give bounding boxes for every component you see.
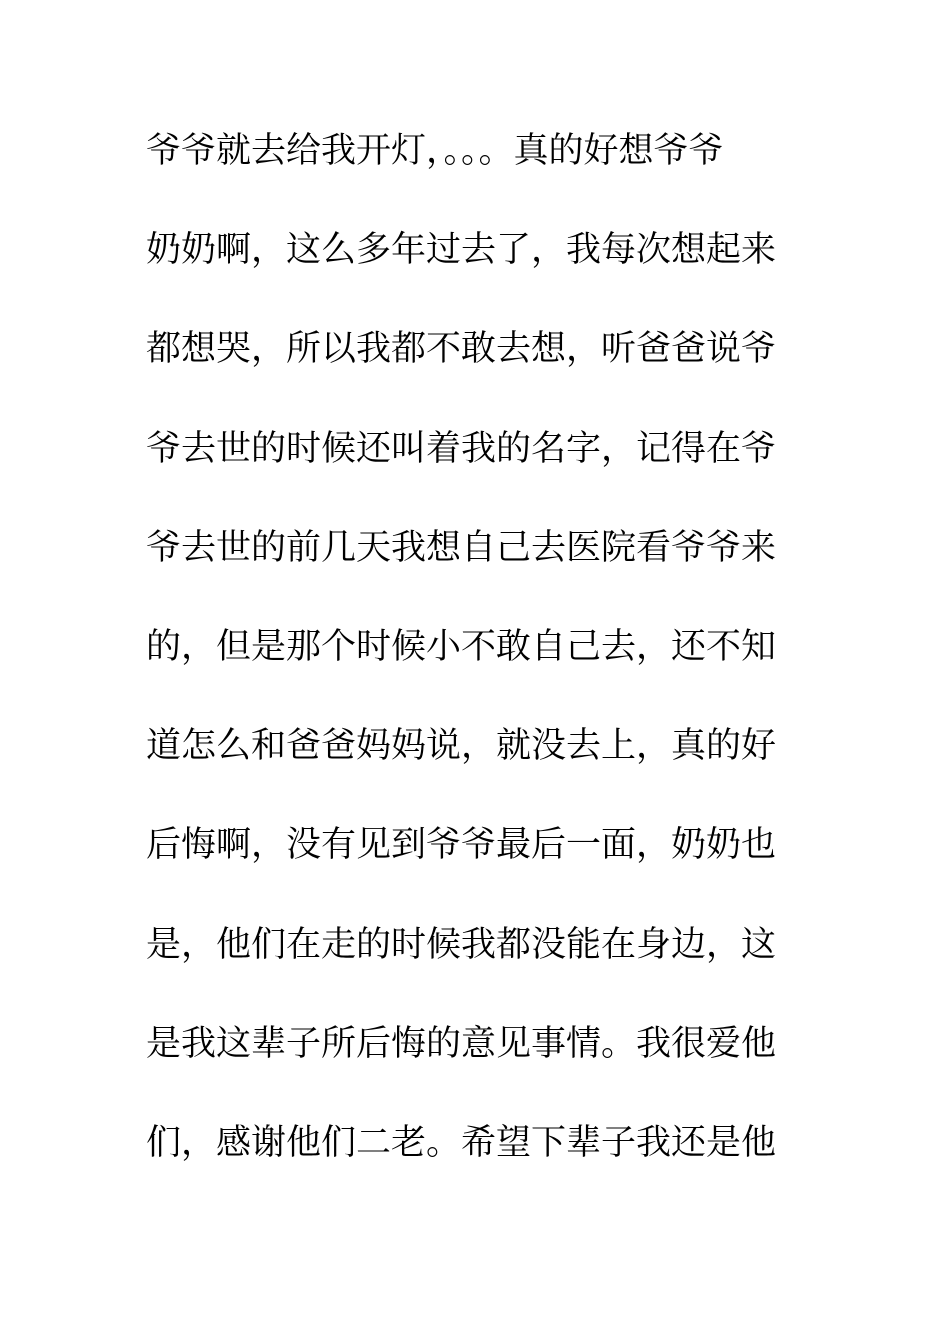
text-line: 道怎么和爸爸妈妈说，就没去上，真的好 [146, 726, 777, 767]
text-line: 后悔啊，没有见到爷爷最后一面，奶奶也 [146, 825, 777, 866]
body-text [146, 126, 786, 1217]
text-line: 都想哭，所以我都不敢去想，听爸爸说爷 [146, 329, 777, 370]
text-line: 的，但是那个时候小不敢自己去，还不知 [146, 626, 777, 667]
text-line: 是我这辈子所后悔的意见事情。我很爱他 [146, 1023, 777, 1064]
text-line: 爷去世的时候还叫着我的名字，记得在爷 [146, 428, 777, 469]
text-line: 奶奶啊，这么多年过去了，我每次想起来 [146, 230, 777, 271]
text-line: 爷爷就去给我开灯，。。。真的好想爷爷 [146, 131, 724, 171]
text-line: 是，他们在走的时候我都没能在身边，这 [146, 924, 777, 965]
text-line: 爷去世的前几天我想自己去医院看爷爷来 [146, 527, 777, 568]
text-line: 们，感谢他们二老。希望下辈子我还是他 [146, 1122, 777, 1163]
